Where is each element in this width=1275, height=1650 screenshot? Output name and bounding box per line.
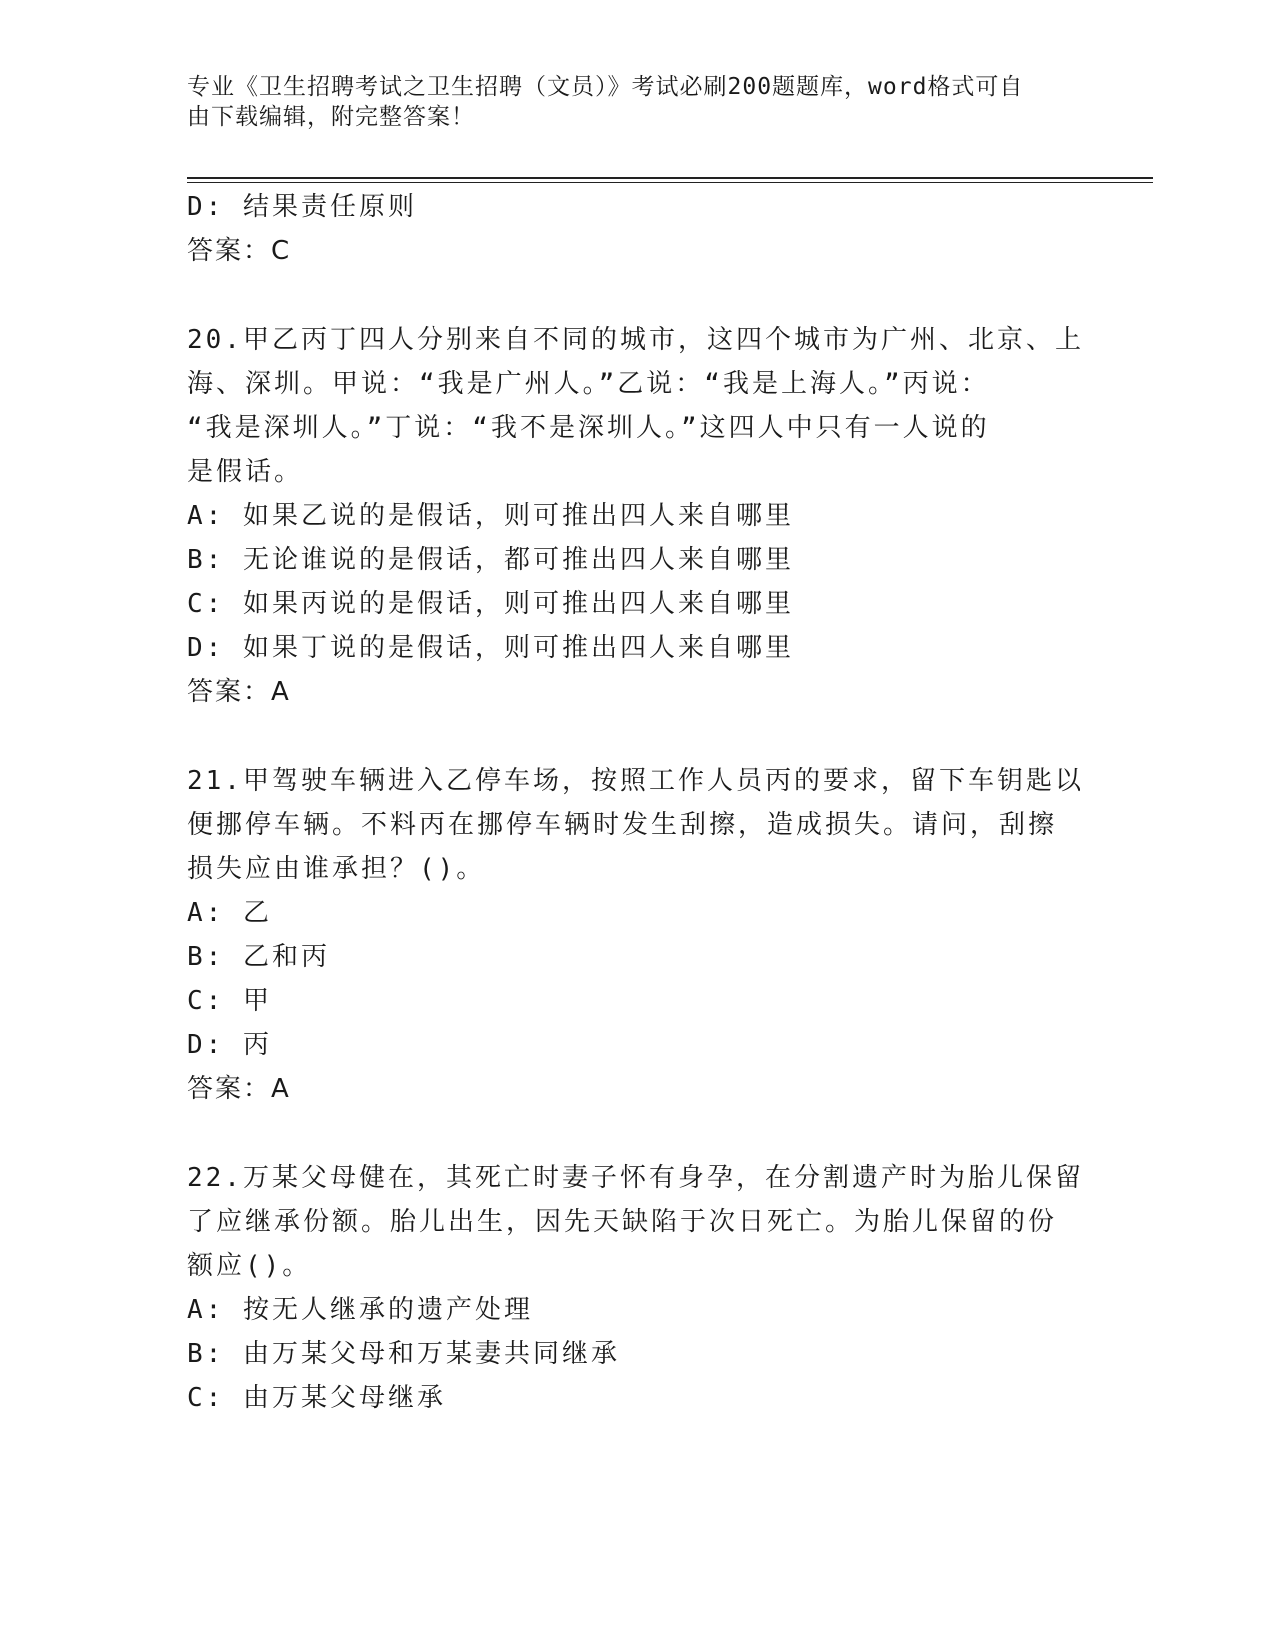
q19-option-d: D: 结果责任原则	[187, 192, 417, 222]
header-line-1: 专业《卫生招聘考试之卫生招聘（文员）》考试必刷200题题库，word格式可自	[187, 74, 1024, 100]
q20-stem-line-4: 是假话。	[187, 457, 304, 487]
header-divider-thin	[187, 182, 1153, 183]
q21-option-a: A: 乙	[187, 898, 272, 928]
q20-option-a: A: 如果乙说的是假话，则可推出四人来自哪里	[187, 501, 794, 531]
q22-stem-line-3: 额应()。	[187, 1251, 312, 1281]
header-line-2: 由下载编辑，附完整答案！	[187, 104, 475, 130]
q21-stem-line-3: 损失应由谁承担？()。	[187, 854, 486, 884]
q20-option-c: C: 如果丙说的是假话，则可推出四人来自哪里	[187, 589, 794, 619]
q20-answer: 答案：A	[187, 677, 291, 707]
q21-option-d: D: 丙	[187, 1030, 272, 1060]
header-divider-thick	[187, 177, 1153, 179]
q21-stem-line-1: 21.甲驾驶车辆进入乙停车场，按照工作人员丙的要求，留下车钥匙以	[187, 766, 1084, 796]
q21-option-c: C: 甲	[187, 986, 272, 1016]
q22-stem-line-2: 了应继承份额。胎儿出生，因先天缺陷于次日死亡。为胎儿保留的份	[187, 1207, 1058, 1237]
q22-option-a: A: 按无人继承的遗产处理	[187, 1295, 533, 1325]
q20-option-d: D: 如果丁说的是假话，则可推出四人来自哪里	[187, 633, 794, 663]
q21-answer: 答案：A	[187, 1074, 291, 1104]
q20-stem-line-3: “我是深圳人。”丁说：“我不是深圳人。”这四人中只有一人说的	[187, 413, 990, 443]
q22-option-c: C: 由万某父母继承	[187, 1383, 446, 1413]
q21-stem-line-2: 便挪停车辆。不料丙在挪停车辆时发生刮擦，造成损失。请问，刮擦	[187, 810, 1058, 840]
q22-option-b: B: 由万某父母和万某妻共同继承	[187, 1339, 620, 1369]
q20-stem-line-2: 海、深圳。甲说：“我是广州人。”乙说：“我是上海人。”丙说：	[187, 369, 990, 399]
q20-stem-line-1: 20.甲乙丙丁四人分别来自不同的城市，这四个城市为广州、北京、上	[187, 325, 1084, 355]
q21-option-b: B: 乙和丙	[187, 942, 330, 972]
q22-stem-line-1: 22.万某父母健在，其死亡时妻子怀有身孕，在分割遗产时为胎儿保留	[187, 1163, 1084, 1193]
document-header	[187, 72, 1067, 132]
q19-answer: 答案：C	[187, 236, 292, 266]
q20-option-b: B: 无论谁说的是假话，都可推出四人来自哪里	[187, 545, 794, 575]
